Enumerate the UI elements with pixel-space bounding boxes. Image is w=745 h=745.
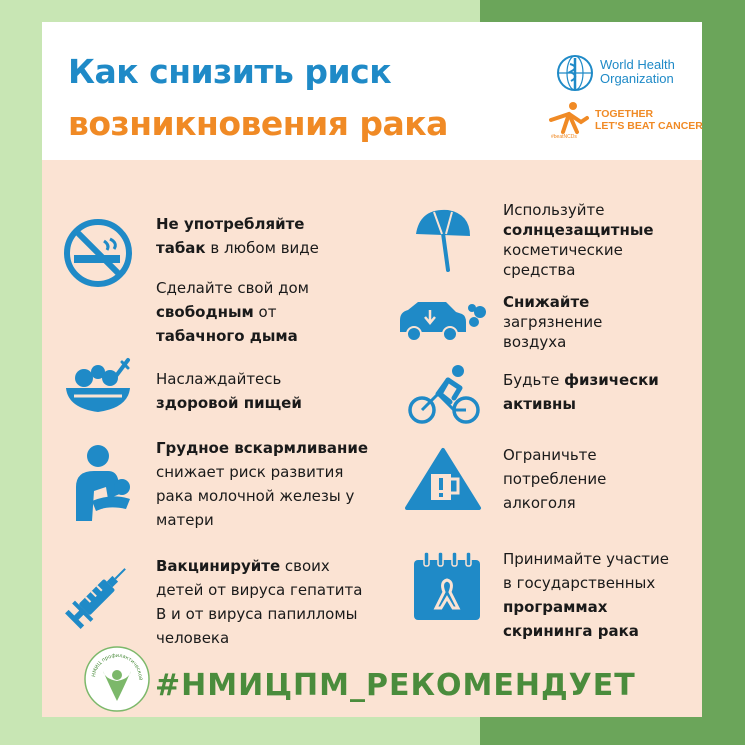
tip-air-pollution-l1: Снижайте (503, 293, 590, 311)
tip-sunscreen-l3: косметические (503, 241, 623, 259)
tip-no-tobacco (156, 212, 319, 260)
healthy-food-bowl-icon (62, 356, 134, 418)
tip-limit-alcohol-l1: Ограничьте (503, 446, 597, 464)
tip-no-tobacco-l2a: табак (156, 239, 206, 257)
together-line-2: LET'S BEAT CANCER (595, 120, 703, 132)
tip-no-tobacco-l2b: в любом виде (205, 239, 319, 257)
footer-hashtag: #НМИЦПМ_РЕКОМЕНДУЕТ (155, 668, 636, 703)
tip-vaccinate-l2: детей от вируса гепатита (156, 581, 363, 599)
tip-limit-alcohol-l3: алкоголя (503, 494, 576, 512)
tip-breastfeeding-l3: рака молочной железы у (156, 487, 355, 505)
tip-limit-alcohol (503, 443, 606, 515)
tip-screening-l3: программах (503, 598, 608, 616)
tip-smoke-free-l3: табачного дыма (156, 327, 298, 345)
tip-air-pollution-l3: воздуха (503, 333, 567, 351)
tip-screening-l2: в государственных (503, 574, 656, 592)
nmic-logo-text: НМИЦ профилактической (91, 652, 144, 681)
tip-vaccinate-l3: В и от вируса папилломы (156, 605, 358, 623)
tip-smoke-free-l1: Сделайте свой дом (156, 279, 309, 297)
tip-screening-l4: скрининга рака (503, 622, 639, 640)
tip-sunscreen-l4: средства (503, 261, 576, 279)
syringe-icon (60, 556, 138, 634)
tip-healthy-food-l1: Наслаждайтесь (156, 370, 282, 388)
tip-physical-activity-l1a: Будьте (503, 371, 565, 389)
tip-smoke-free-home (156, 276, 309, 348)
no-smoking-icon (62, 217, 134, 289)
tip-healthy-food (156, 367, 302, 415)
tip-air-pollution (503, 292, 602, 352)
tip-vaccinate-l1b: своих (280, 557, 330, 575)
tip-limit-alcohol-l2: потребление (503, 470, 607, 488)
tip-vaccinate (156, 554, 362, 650)
cyclist-icon (408, 364, 482, 426)
calendar-ribbon-icon (410, 550, 484, 624)
together-beat-cancer-logo (547, 100, 703, 140)
tip-physical-activity-l2: активны (503, 395, 576, 413)
alcohol-warning-icon (404, 446, 482, 512)
nmic-pm-logo (83, 645, 151, 713)
tip-smoke-free-l2a: свободным (156, 303, 254, 321)
tip-sunscreen (503, 200, 654, 280)
tip-breastfeeding-l1: Грудное вскармливание (156, 439, 369, 457)
who-logo (554, 52, 694, 92)
background-light-bottom (0, 715, 480, 745)
tip-healthy-food-l2: здоровой пищей (156, 394, 302, 412)
runner-figure-icon (547, 100, 591, 136)
tip-vaccinate-l4: человека (156, 629, 230, 647)
title-line-2: возникновения рака (68, 104, 448, 143)
tip-physical-activity (503, 368, 659, 416)
tip-screening (503, 547, 669, 643)
tip-screening-l1: Принимайте участие (503, 550, 669, 568)
tip-breastfeeding-l4: матери (156, 511, 214, 529)
car-pollution-icon (396, 298, 488, 346)
title-line-1: Как снизить риск (68, 52, 392, 91)
poster-header (42, 22, 702, 160)
who-line-2: Organization (600, 71, 674, 86)
together-text (595, 108, 703, 132)
tip-smoke-free-l2b: от (253, 303, 277, 321)
together-line-1: TOGETHER (595, 108, 654, 120)
tip-vaccinate-l1a: Вакцинируйте (156, 557, 281, 575)
tip-air-pollution-l2: загрязнение (503, 313, 603, 331)
umbrella-icon (412, 204, 472, 272)
who-line-1: World Health (600, 57, 675, 72)
tip-sunscreen-l2: солнцезащитные (503, 221, 654, 239)
tip-breastfeeding (156, 436, 368, 532)
tip-no-tobacco-l1: Не употребляйте (156, 215, 305, 233)
tip-sunscreen-l1: Используйте (503, 201, 605, 219)
who-emblem-icon (554, 52, 596, 94)
tip-breastfeeding-l2: снижает риск развития (156, 463, 344, 481)
together-hashtag: #beatNCDs (551, 134, 577, 140)
breastfeeding-icon (62, 443, 140, 523)
tip-physical-activity-l1b: физически (564, 371, 659, 389)
who-logo-text (600, 58, 675, 86)
